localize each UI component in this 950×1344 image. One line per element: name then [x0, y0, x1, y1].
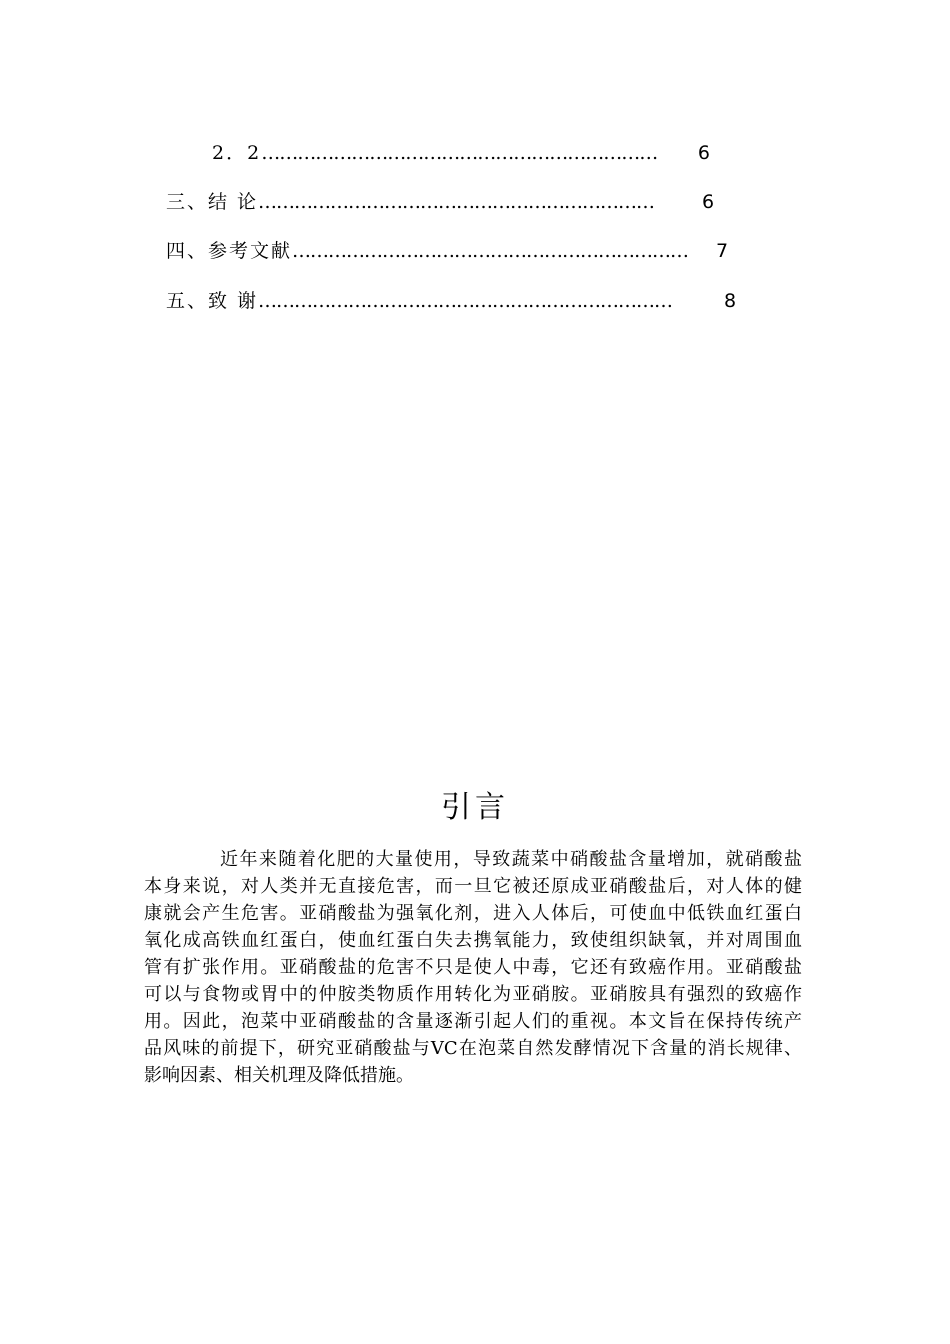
toc-entry-2-2[interactable] [212, 140, 710, 166]
paragraph-line: 可以与食物或胃中的仲胺类物质作用转化为亚硝胺。亚硝胺具有强烈的致癌作 [144, 984, 802, 1005]
paragraph-line: 管有扩张作用。亚硝酸盐的危害不只是使人中毒，它还有致癌作用。亚硝酸盐 [144, 957, 802, 978]
toc-page-number: 6 [702, 191, 715, 213]
paragraph-line: 用。因此，泡菜中亚硝酸盐的含量逐渐引起人们的重视。本文旨在保持传统产 [144, 1011, 802, 1032]
toc-dot-leader: ………………………………………………………… [261, 142, 658, 164]
introduction-heading: 引言 [441, 790, 509, 825]
toc-dot-leader: …………………………………………………………… [258, 290, 673, 312]
paragraph-line: 氧化成高铁血红蛋白，使血红蛋白失去携氧能力，致使组织缺氧，并对周围血 [144, 930, 802, 951]
toc-entry-label: 三、结 论 [166, 191, 259, 213]
toc-page-number: 7 [716, 240, 729, 262]
toc-entry-label: 五、致 谢 [166, 290, 259, 312]
toc-entry-label: 2．2 [212, 142, 262, 164]
toc-entry-label: 四、参考文献 [166, 240, 293, 262]
paragraph-line: 影响因素、相关机理及降低措施。 [144, 1065, 414, 1086]
paragraph-line: 品风味的前提下，研究亚硝酸盐与VC在泡菜自然发酵情况下含量的消长规律、 [144, 1038, 802, 1059]
toc-entry-conclusion[interactable] [166, 189, 726, 215]
toc-entry-references[interactable] [166, 238, 738, 264]
paragraph-line: 本身来说，对人类并无直接危害，而一旦它被还原成亚硝酸盐后，对人体的健 [144, 876, 802, 897]
paragraph-line: 近年来随着化肥的大量使用，导致蔬菜中硝酸盐含量增加，就硝酸盐 [220, 849, 802, 870]
toc-dot-leader: ………………………………………………………… [258, 191, 655, 213]
toc-entry-acknowledgements[interactable] [166, 288, 750, 314]
toc-page-number: 6 [697, 142, 710, 164]
paragraph-line: 康就会产生危害。亚硝酸盐为强氧化剂，进入人体后，可使血中低铁血红蛋白 [144, 903, 802, 924]
toc-dot-leader: ………………………………………………………… [292, 240, 689, 262]
toc-page-number: 8 [724, 290, 737, 312]
introduction-paragraph [144, 846, 802, 1089]
